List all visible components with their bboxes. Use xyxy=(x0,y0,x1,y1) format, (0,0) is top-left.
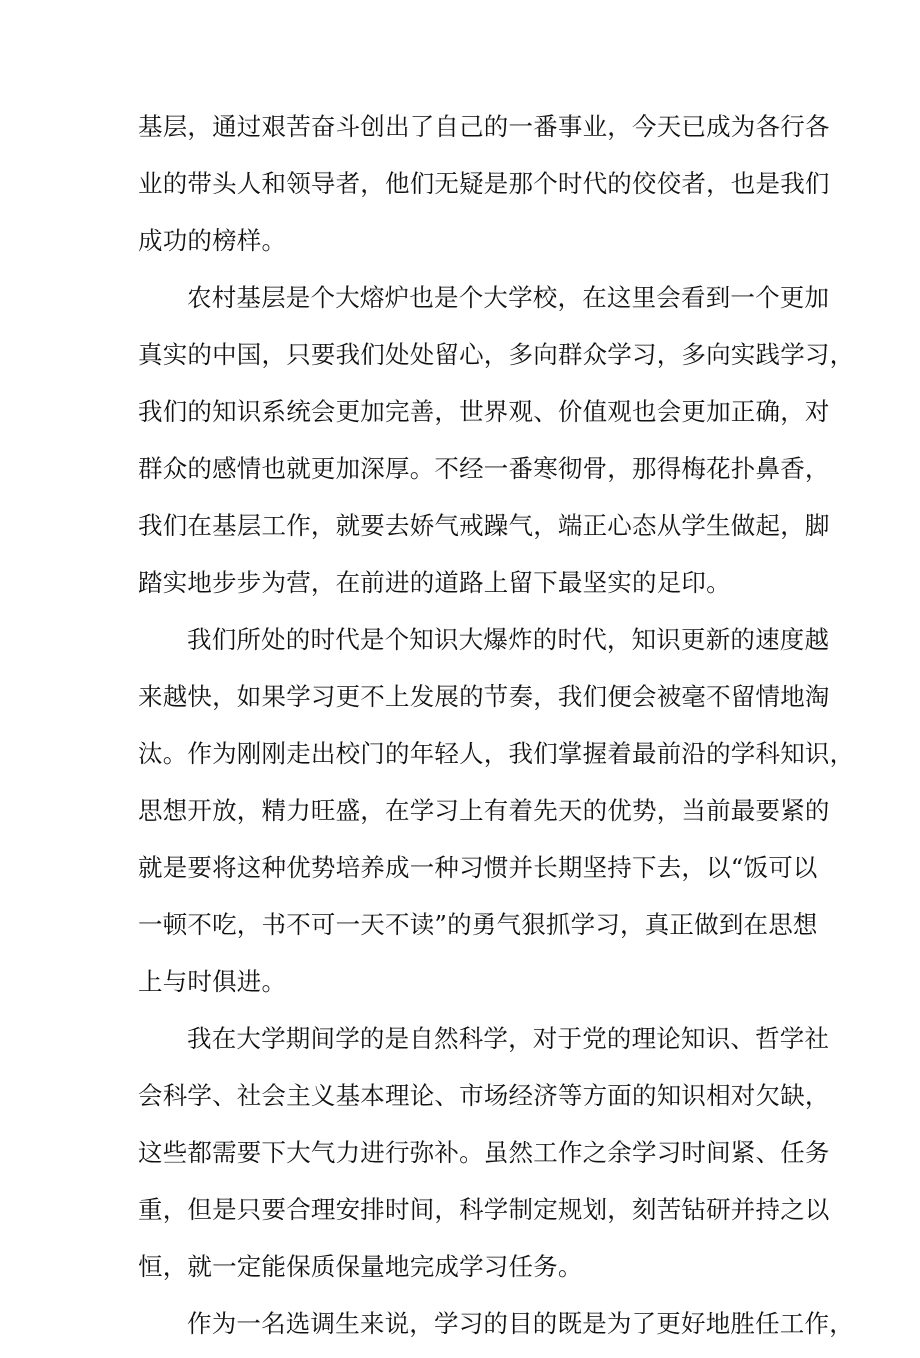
text-line: 汰。作为刚刚走出校门的年轻人，我们掌握着最前沿的学科知识， xyxy=(138,739,855,768)
text-line: 农村基层是个大熔炉也是个大学校，在这里会看到一个更加 xyxy=(187,283,830,312)
text-line: 重，但是只要合理安排时间，科学制定规划，刻苦钻研并持之以 xyxy=(138,1195,830,1224)
paragraph-4 xyxy=(138,1016,830,1301)
text-line: 思想开放，精力旺盛，在学习上有着先天的优势，当前最要紧的 xyxy=(138,796,830,825)
text-line: 基层，通过艰苦奋斗创出了自己的一番事业，今天已成为各行各 xyxy=(138,112,830,141)
document-body xyxy=(138,104,855,1358)
text-line: 来越快，如果学习更不上发展的节奏，我们便会被毫不留情地淘 xyxy=(138,682,830,711)
text-line: 业的带头人和领导者，他们无疑是那个时代的佼佼者，也是我们 xyxy=(138,169,830,198)
paragraph-2 xyxy=(138,275,855,617)
text-line: 这些都需要下大气力进行弥补。虽然工作之余学习时间紧、任务 xyxy=(138,1138,830,1167)
text-line: 群众的感情也就更加深厚。不经一番寒彻骨，那得梅花扑鼻香， xyxy=(138,454,830,483)
text-line: 作为一名选调生来说，学习的目的既是为了更好地胜任工作， xyxy=(187,1309,854,1338)
text-line: 我们所处的时代是个知识大爆炸的时代，知识更新的速度越 xyxy=(187,625,830,654)
text-line: 成功的榜样。 xyxy=(138,226,287,255)
text-line: 真实的中国，只要我们处处留心，多向群众学习，多向实践学习， xyxy=(138,340,855,369)
text-line: 我在大学期间学的是自然科学，对于党的理论知识、哲学社 xyxy=(187,1024,830,1053)
text-line: 上与时俱进。 xyxy=(138,967,287,996)
text-line: 会科学、社会主义基本理论、市场经济等方面的知识相对欠缺， xyxy=(138,1081,830,1110)
text-line: 恒，就一定能保质保量地完成学习任务。 xyxy=(138,1252,583,1281)
text-line: 我们在基层工作，就要去娇气戒躁气，端正心态从学生做起，脚 xyxy=(138,511,830,540)
text-line: 一顿不吃，书不可一天不读”的勇气狠抓学习，真正做到在思想 xyxy=(138,910,818,939)
paragraph-5 xyxy=(138,1301,854,1358)
text-line: 我们的知识系统会更加完善，世界观、价值观也会更加正确，对 xyxy=(138,397,830,426)
text-line: 就是要将这种优势培养成一种习惯并长期坚持下去，以“饭可以 xyxy=(138,853,818,882)
text-line: 踏实地步步为营，在前进的道路上留下最坚实的足印。 xyxy=(138,568,731,597)
paragraph-1 xyxy=(138,104,830,275)
paragraph-3 xyxy=(138,617,855,1016)
